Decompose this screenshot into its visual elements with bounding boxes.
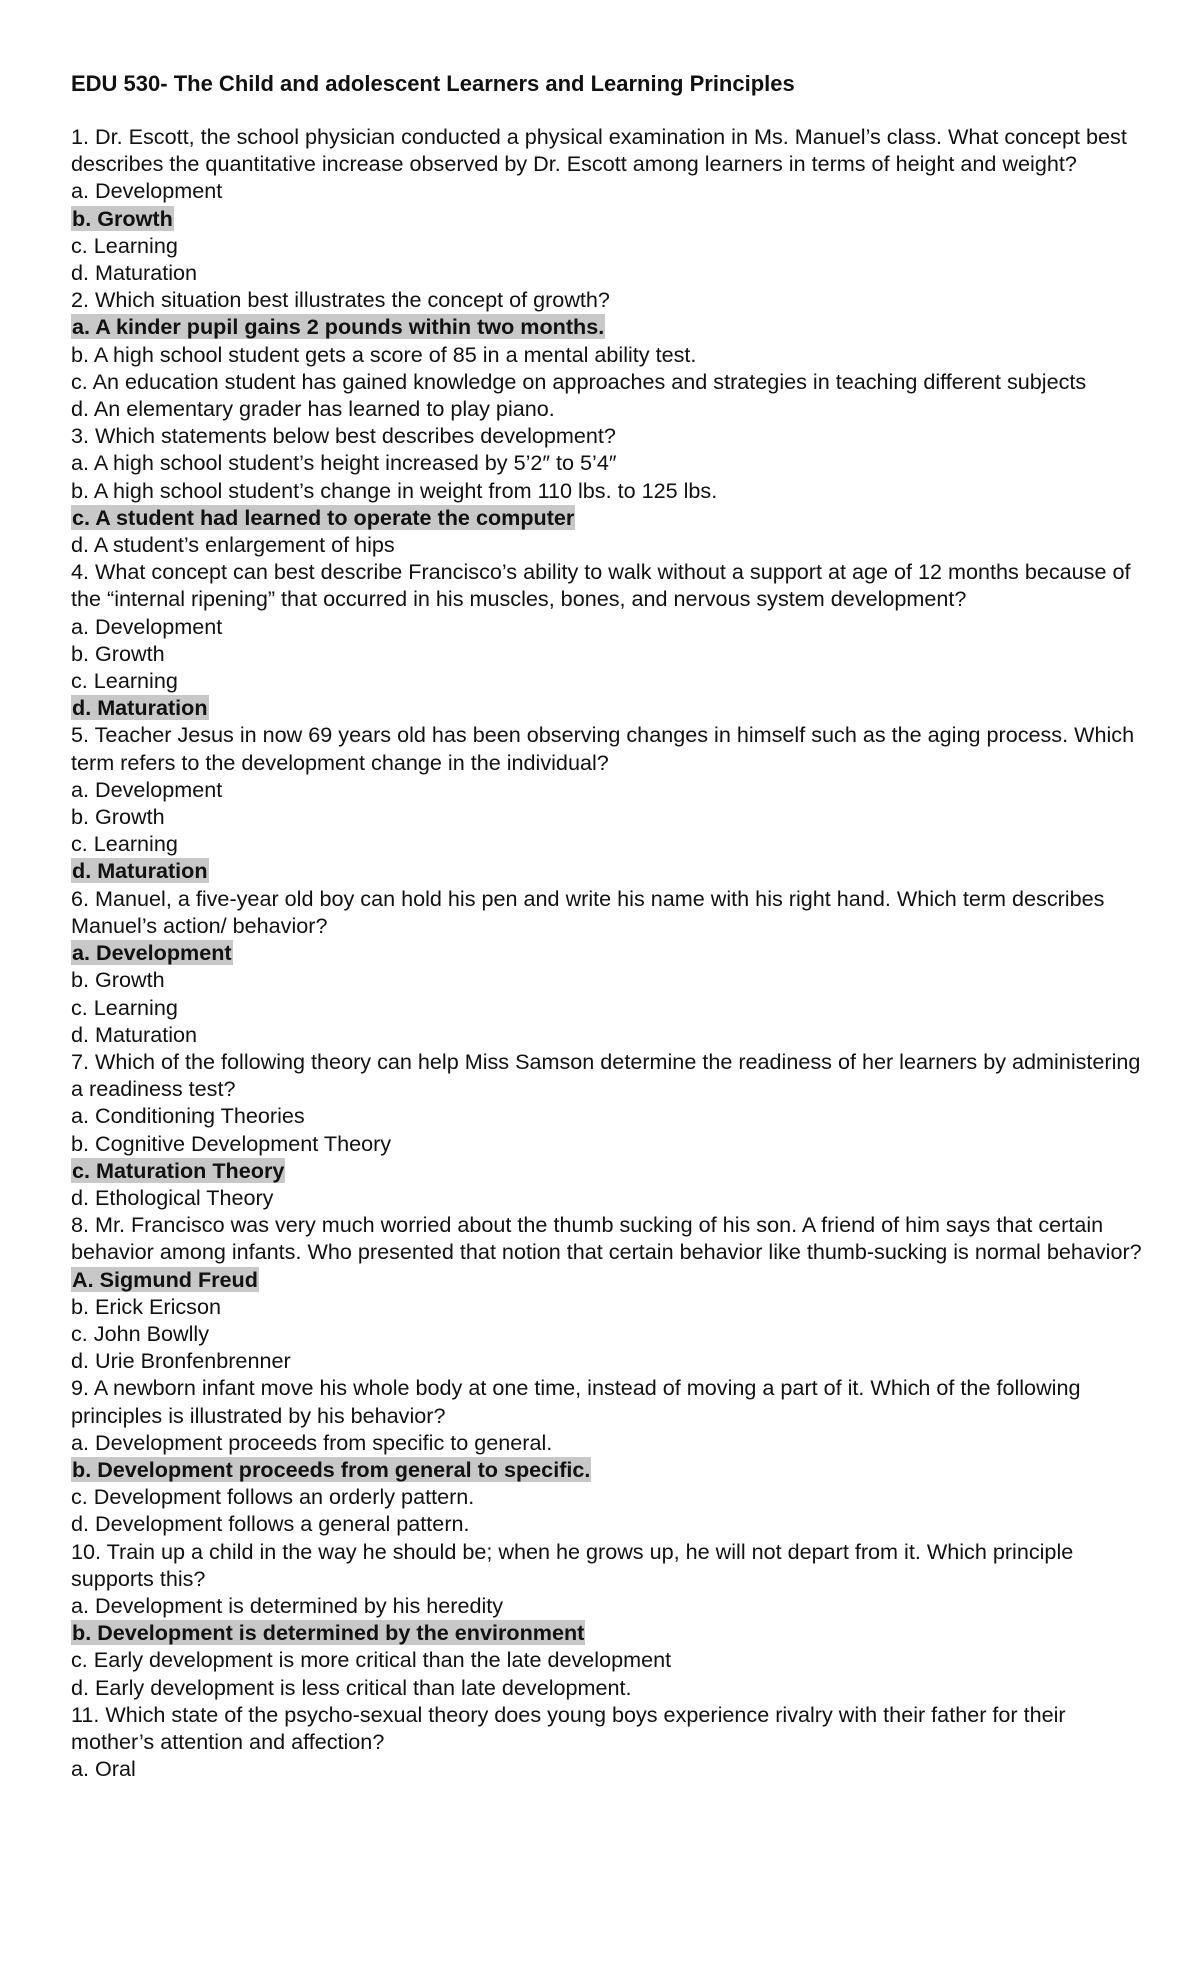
question-stem: 10. Train up a child in the way he should be; when he grows up, he will not depart from it. Which principle supports this? [71, 1538, 1074, 1591]
question-stem: 1. Dr. Escott, the school physician conducted a physical examination in Ms. Manuel’s class. What concept best describes the quantitative increase observed by Dr. Escott among learners in terms of height and weight? [71, 124, 1127, 177]
answer-option-correct [71, 504, 1151, 531]
answer-text: c. Early development is more critical than the late development [71, 1647, 672, 1673]
answer-option [71, 1483, 1151, 1510]
answer-option [71, 259, 1151, 286]
answer-option [71, 1320, 1151, 1347]
question-stem: 5. Teacher Jesus in now 69 years old has been observing changes in himself such as the aging process. Which term refers to the development change in the individual? [71, 722, 1135, 775]
answer-option [71, 1184, 1151, 1211]
answer-option [71, 531, 1151, 558]
answer-text: b. Growth [71, 640, 165, 666]
answer-option [71, 395, 1151, 422]
highlighted-answer-text: d. Maturation [72, 858, 208, 884]
answer-text: d. Maturation [71, 1021, 198, 1047]
question-block [71, 558, 1151, 721]
highlighted-answer-text: c. Maturation Theory [72, 1157, 285, 1183]
question-block [71, 1048, 1151, 1211]
answer-text: c. An education student has gained knowledge on approaches and strategies in teaching different subjects [71, 368, 1087, 394]
answer-text: d. An elementary grader has learned to play piano. [71, 396, 555, 422]
answer-text: c. Learning [71, 668, 178, 694]
answer-text: b. Cognitive Development Theory [71, 1130, 392, 1156]
answer-text: b. Erick Ericson [71, 1293, 221, 1319]
answer-option [71, 232, 1151, 259]
answer-option [71, 640, 1151, 667]
answer-text: d. Early development is less critical than late development. [71, 1674, 632, 1700]
highlighted-answer-text: a. A kinder pupil gains 2 pounds within two months. [72, 314, 605, 340]
answer-option [71, 1130, 1151, 1157]
answer-text: d. A student’s enlargement of hips [71, 532, 395, 558]
question-stem: 9. A newborn infant move his whole body at one time, instead of moving a part of it. Which of the following principles is illustrated by his behavior? [71, 1375, 1081, 1428]
answer-option [71, 1429, 1151, 1456]
answer-text: d. Maturation [71, 260, 198, 286]
answer-text: a. Oral [71, 1756, 136, 1782]
answer-text: d. Development follows a general pattern. [71, 1511, 470, 1537]
highlighted-answer-text: b. Development proceeds from general to specific. [72, 1456, 591, 1482]
answer-text: d. Ethological Theory [71, 1184, 274, 1210]
answer-text: a. Conditioning Theories [71, 1103, 305, 1129]
answer-option [71, 1755, 1151, 1782]
answer-option-correct [71, 205, 1151, 232]
answer-option [71, 830, 1151, 857]
answer-option [71, 368, 1151, 395]
answer-text: c. Learning [71, 994, 178, 1020]
highlighted-answer-text: b. Growth [72, 205, 173, 231]
answer-option [71, 1102, 1151, 1129]
question-stem: 4. What concept can best describe Francisco’s ability to walk without a support at age of 12 months because of the “internal ripening” that occurred in his muscles, bones, and nervous system development? [71, 559, 1131, 612]
question-stem: 8. Mr. Francisco was very much worried about the thumb sucking of his son. A friend of him says that certain behavior among infants. Who presented that notion that certain behavior like thumb-sucking is normal behavior? [71, 1212, 1142, 1265]
question-block [71, 1374, 1151, 1537]
answer-text: b. A high school student’s change in weight from 110 lbs. to 125 lbs. [71, 477, 718, 503]
highlighted-answer-text: c. A student had learned to operate the computer [72, 504, 575, 530]
answer-option [71, 667, 1151, 694]
answer-option-correct [71, 857, 1151, 884]
answer-option [71, 341, 1151, 368]
answer-option [71, 1510, 1151, 1537]
question-block [71, 1538, 1151, 1701]
answer-option [71, 1592, 1151, 1619]
answer-option [71, 449, 1151, 476]
answer-option [71, 994, 1151, 1021]
question-stem: 6. Manuel, a five-year old boy can hold his pen and write his name with his right hand. Which term describes Manuel’s action/ behavior? [71, 885, 1105, 938]
question-block [71, 422, 1151, 558]
answer-text: b. Growth [71, 967, 165, 993]
highlighted-answer-text: b. Development is determined by the environment [72, 1620, 585, 1646]
answer-text: a. A high school student’s height increased by 5’2″ to 5’4″ [71, 450, 617, 476]
question-block [71, 123, 1151, 286]
question-block [71, 721, 1151, 884]
highlighted-answer-text: a. Development [72, 940, 232, 966]
answer-option [71, 613, 1151, 640]
answer-text: a. Development is determined by his heredity [71, 1592, 504, 1618]
answer-text: b. Growth [71, 804, 165, 830]
highlighted-answer-text: A. Sigmund Freud [72, 1266, 258, 1292]
answer-option-correct [71, 939, 1151, 966]
answer-option-correct [71, 1266, 1151, 1293]
answer-option-correct [71, 313, 1151, 340]
answer-option-correct [71, 1456, 1151, 1483]
question-stem: 7. Which of the following theory can help Miss Samson determine the readiness of her learners by administering a readiness test? [71, 1048, 1141, 1102]
question-list [71, 123, 1151, 1782]
answer-option-correct [71, 694, 1151, 721]
answer-option [71, 177, 1151, 204]
answer-text: c. Learning [71, 831, 178, 857]
answer-option [71, 966, 1151, 993]
answer-option-correct [71, 1619, 1151, 1646]
answer-text: c. Learning [71, 232, 178, 258]
answer-text: a. Development [71, 613, 223, 639]
answer-option [71, 1674, 1151, 1701]
answer-text: c. John Bowlly [71, 1320, 210, 1346]
document-title: EDU 530- The Child and adolescent Learners and Learning Principles [71, 71, 795, 96]
question-block [71, 1701, 1151, 1783]
answer-text: a. Development [71, 776, 223, 802]
question-stem: 3. Which statements below best describes development? [71, 423, 616, 449]
question-stem: 2. Which situation best illustrates the concept of growth? [71, 287, 610, 313]
answer-text: d. Urie Bronfenbrenner [71, 1348, 291, 1374]
document-page [71, 70, 1151, 1782]
question-block [71, 885, 1151, 1048]
answer-option [71, 1021, 1151, 1048]
question-block [71, 286, 1151, 422]
answer-option [71, 1293, 1151, 1320]
answer-option [71, 776, 1151, 803]
answer-option [71, 803, 1151, 830]
highlighted-answer-text: d. Maturation [72, 695, 208, 721]
answer-option [71, 477, 1151, 504]
question-block [71, 1211, 1151, 1374]
answer-option [71, 1646, 1151, 1673]
answer-option [71, 1347, 1151, 1374]
answer-text: b. A high school student gets a score of 85 in a mental ability test. [71, 341, 697, 367]
answer-option-correct [71, 1157, 1151, 1184]
question-stem: 11. Which state of the psycho-sexual theory does young boys experience rivalry with their father for their mother’s attention and affection? [71, 1701, 1066, 1754]
answer-text: c. Development follows an orderly pattern. [71, 1484, 475, 1510]
answer-text: a. Development [71, 178, 223, 204]
answer-text: a. Development proceeds from specific to general. [71, 1429, 553, 1455]
